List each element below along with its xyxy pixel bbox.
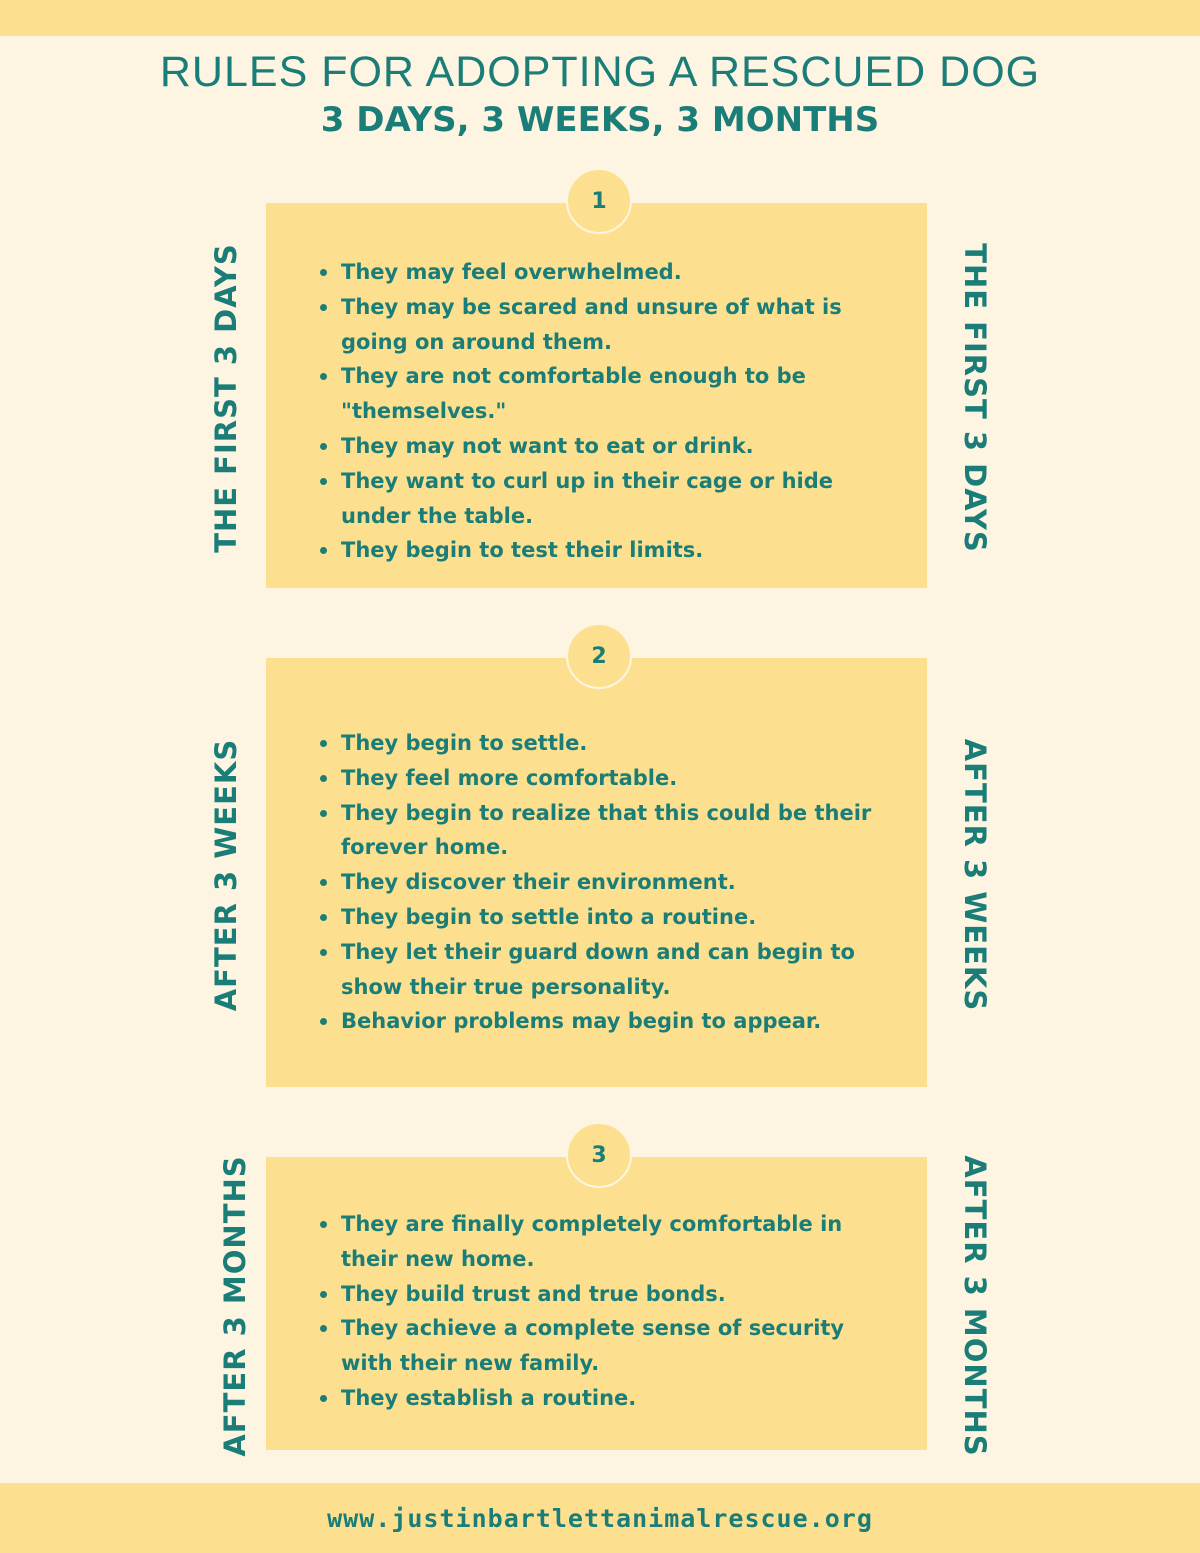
list-item: They build trust and true bonds. (318, 1277, 887, 1312)
top-band (0, 0, 1200, 36)
section-card-after-3-months (266, 1157, 927, 1450)
section-card-first-3-days (266, 203, 927, 588)
list-item: They feel more comfortable. (318, 761, 887, 796)
list-item: They want to curl up in their cage or hide under the table. (318, 464, 887, 534)
section-side-label-left: AFTER 3 MONTHS (218, 1155, 252, 1457)
list-item: They begin to settle. (318, 726, 887, 761)
section-card-after-3-weeks (266, 658, 927, 1087)
list-item: They establish a routine. (318, 1381, 887, 1416)
list-item: They are not comfortable enough to be "themselves." (318, 359, 887, 429)
section-number-badge: 1 (566, 168, 632, 234)
section-list (318, 255, 887, 568)
section-side-label-left: AFTER 3 WEEKS (209, 738, 243, 1012)
list-item: They begin to test their limits. (318, 533, 887, 568)
section-number-badge: 2 (566, 623, 632, 689)
section-side-label-right: AFTER 3 WEEKS (958, 738, 992, 1012)
section-list (318, 726, 887, 1039)
section-list (318, 1207, 887, 1416)
list-item: They may not want to eat or drink. (318, 429, 887, 464)
list-item: They are finally completely comfortable in their new home. (318, 1207, 887, 1277)
section-side-label-right: AFTER 3 MONTHS (958, 1155, 992, 1457)
footer (0, 1483, 1200, 1553)
list-item: They begin to realize that this could be their forever home. (318, 796, 887, 866)
section-side-label-right: THE FIRST 3 DAYS (958, 243, 992, 553)
website-url: www.justinbartlettanimalrescue.org (327, 1503, 873, 1533)
list-item: They may feel overwhelmed. (318, 255, 887, 290)
list-item: They achieve a complete sense of security with their new family. (318, 1311, 887, 1381)
list-item: They let their guard down and can begin to show their true personality. (318, 935, 887, 1005)
list-item: Behavior problems may begin to appear. (318, 1004, 887, 1039)
list-item: They begin to settle into a routine. (318, 900, 887, 935)
section-side-label-left: THE FIRST 3 DAYS (209, 243, 243, 553)
page-title: RULES FOR ADOPTING A RESCUED DOG (159, 48, 1041, 96)
page-subtitle: 3 DAYS, 3 WEEKS, 3 MONTHS (320, 100, 880, 140)
list-item: They discover their environment. (318, 865, 887, 900)
section-number-badge: 3 (566, 1122, 632, 1188)
list-item: They may be scared and unsure of what is going on around them. (318, 290, 887, 360)
